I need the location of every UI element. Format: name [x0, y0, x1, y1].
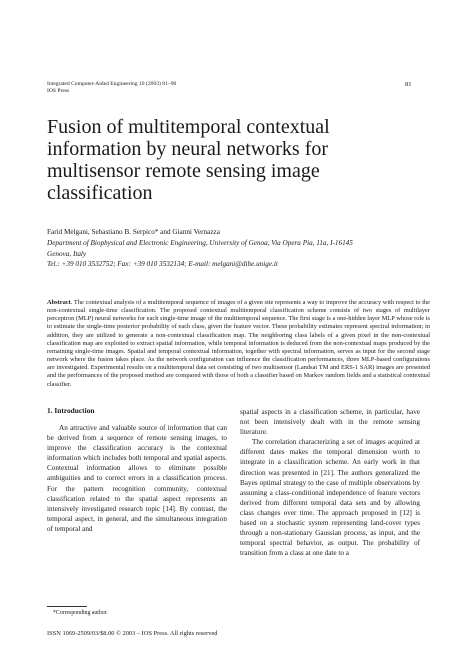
- left-column: [47, 423, 227, 534]
- section-heading: 1. Introduction: [47, 406, 95, 415]
- publisher: IOS Press: [47, 88, 70, 94]
- contact-line: Tel.: +39 010 3532752; Fax: +39 010 3532134; E-mail: melgani@dibe.unige.it: [47, 260, 278, 268]
- affiliation: [47, 238, 427, 270]
- abstract: [47, 299, 430, 389]
- body-paragraph: spatial aspects in a classification scheme, in particular, have not been intensively dealt with in the remote sensing literature.: [240, 408, 420, 437]
- journal-name: Integrated Computer-Aided Engineering 10 (2003) 81–90: [47, 81, 177, 87]
- author-list: Farid Melgani, Sebastiano B. Serpico* and Gianni Vernazza: [47, 228, 220, 236]
- right-column: [240, 407, 420, 558]
- body-paragraph: An attractive and valuable source of information that can be derived from a sequence of remote sensing images, to improve the classification accuracy is the contextual information which includes both temporal and spatial aspects. Contextual information allows to eliminate possible ambiguities and to correct errors in a classification process. For the pattern recognition community, contextual classification related to the spatial aspect represents an intensively investigated research topic [14]. By contrast, the temporal aspect, in general, and the simultaneous integration of temporal and: [47, 424, 227, 533]
- footnote: *Corresponding author.: [53, 610, 108, 616]
- abstract-label: Abstract: [47, 299, 71, 306]
- footnote-divider: [47, 606, 87, 607]
- paper-title: [47, 116, 427, 204]
- affiliation-line: Genova, Italy: [47, 249, 87, 258]
- page-number: 81: [405, 81, 412, 88]
- affiliation-line: Department of Biophysical and Electronic Engineering, University of Genoa, Via Opera Pia, 11a, I-16145: [47, 239, 353, 247]
- title-line: Fusion of multitemporal contextual: [47, 116, 330, 138]
- issn-copyright: ISSN 1069-2509/03/$8.00 © 2003 – IOS Press. All rights reserved: [47, 630, 218, 637]
- title-line: multisensor remote sensing image: [47, 160, 320, 182]
- journal-header: [47, 81, 176, 95]
- body-paragraph: The correlation characterizing a set of images acquired at different dates makes the temporal dimension worth to integrate in a classification scheme. An early work in that direction was presented in [21]. The authors generalized the Bayes optimal strategy to the case of multiple observations by assuming a class-conditional independence of feature vectors derived from different temporal data sets and by allowing class changes over time. The approach proposed in [12] is based on a stochastic system representing land-cover types through a non-stationary Gaussian process, as input, and the temporal spectral behavior, as output. The probability of transition from a class at one date to a: [240, 438, 420, 558]
- title-line: information by neural networks for: [47, 138, 329, 160]
- title-line: classification: [47, 182, 153, 204]
- abstract-text: . The contextual analysis of a multitemporal sequence of images of a given site represents a way to improve the accuracy with respect to the non-contextual single-time classification. The proposed contextual multitemporal classification scheme consists of two stages of multilayer perceptron (MLP) neural networks for each single-time image of the multitemporal sequence. The first stage is a one-hidden layer MLP whose role is to estimate the single-time posterior probability of each class, given the feature vector. These probability estimates represent spectral information; in addition, they are utilized to generate a non-contextual classification map. The neighboring class labels of a given pixel in the non-contextual classification map are exploited to extract spatial information, while temporal information is deduced from the non-contextual maps produced by the remaining single-time images. Spatial and temporal contextual information, together with spectral information, serves as input for the second stage network where the fusion takes place. As the network configuration can influence the classification performances, three MLP-based configurations are investigated. Experimental results on a multitemporal data set consisting of two multisensor (Landsat TM and ERS-1 SAR) images are presented and the performances of the proposed method are compared with those of both a classifier based on Markov random fields and a statistical contextual classifier.: [47, 299, 430, 388]
